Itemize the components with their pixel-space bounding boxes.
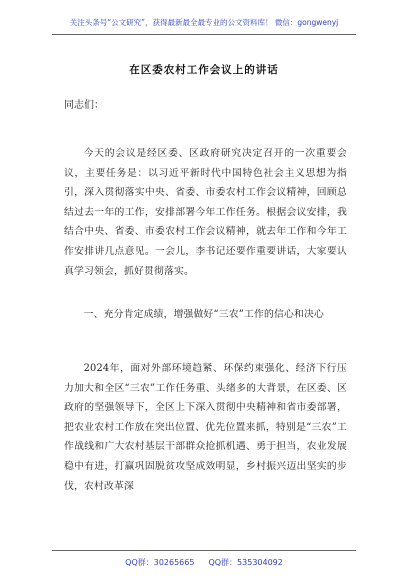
header-divider [52, 34, 356, 35]
paragraph-achievements: 2024年，面对外部环境趋紧、环保约束强化、经济下行压力加大和全区“三农”工作任务重、头绪多的大背景，在区委、区政府的坚强领导下，全区上下深入贯彻中央精神和省市委部署，把农业农村工作放在突出位置、优先位置来抓，特别是“三农”工作战线和广大农村基层干部群众抢抓机遇、勇于担当，农业发展稳中有进，打赢巩固脱贫攻坚成效明显，乡村振兴迈出坚实的步伐，农村改革深 [64, 363, 347, 492]
header-promo-text: 关注头条号“公文研究”，获得最新最全最专业的公文资料库！ 微信：gongwenyj [69, 18, 339, 27]
salutation: 同志们： [64, 100, 104, 111]
footer-divider [52, 550, 356, 551]
footer-qq-group-1: QQ群：30265665 [125, 558, 195, 567]
section-heading-1: 一、充分肯定成绩，增强做好“三农”工作的信心和决心 [83, 309, 324, 320]
paragraph-intro: 今天的会议是经区委、区政府研究决定召开的一次重要会议，主要任务是：以习近平新时代中国特色社会主义思想为指引，深入贯彻落实中央、省委、市委农村工作会议精神，回顾总结过去一年的工作，安排部署今年工作任务。根据会议安排，我结合中央、省委、市委农村工作会议精神，就去年工作和今年工作安排讲几点意见。一会儿，李书记还要作重要讲话，大家要认真学习领会，抓好贯彻落实。 [64, 148, 347, 277]
footer-contact [0, 557, 408, 568]
footer-qq-group-2: QQ群：535304092 [208, 558, 283, 567]
document-title: 在区委农村工作会议上的讲话 [129, 64, 279, 76]
